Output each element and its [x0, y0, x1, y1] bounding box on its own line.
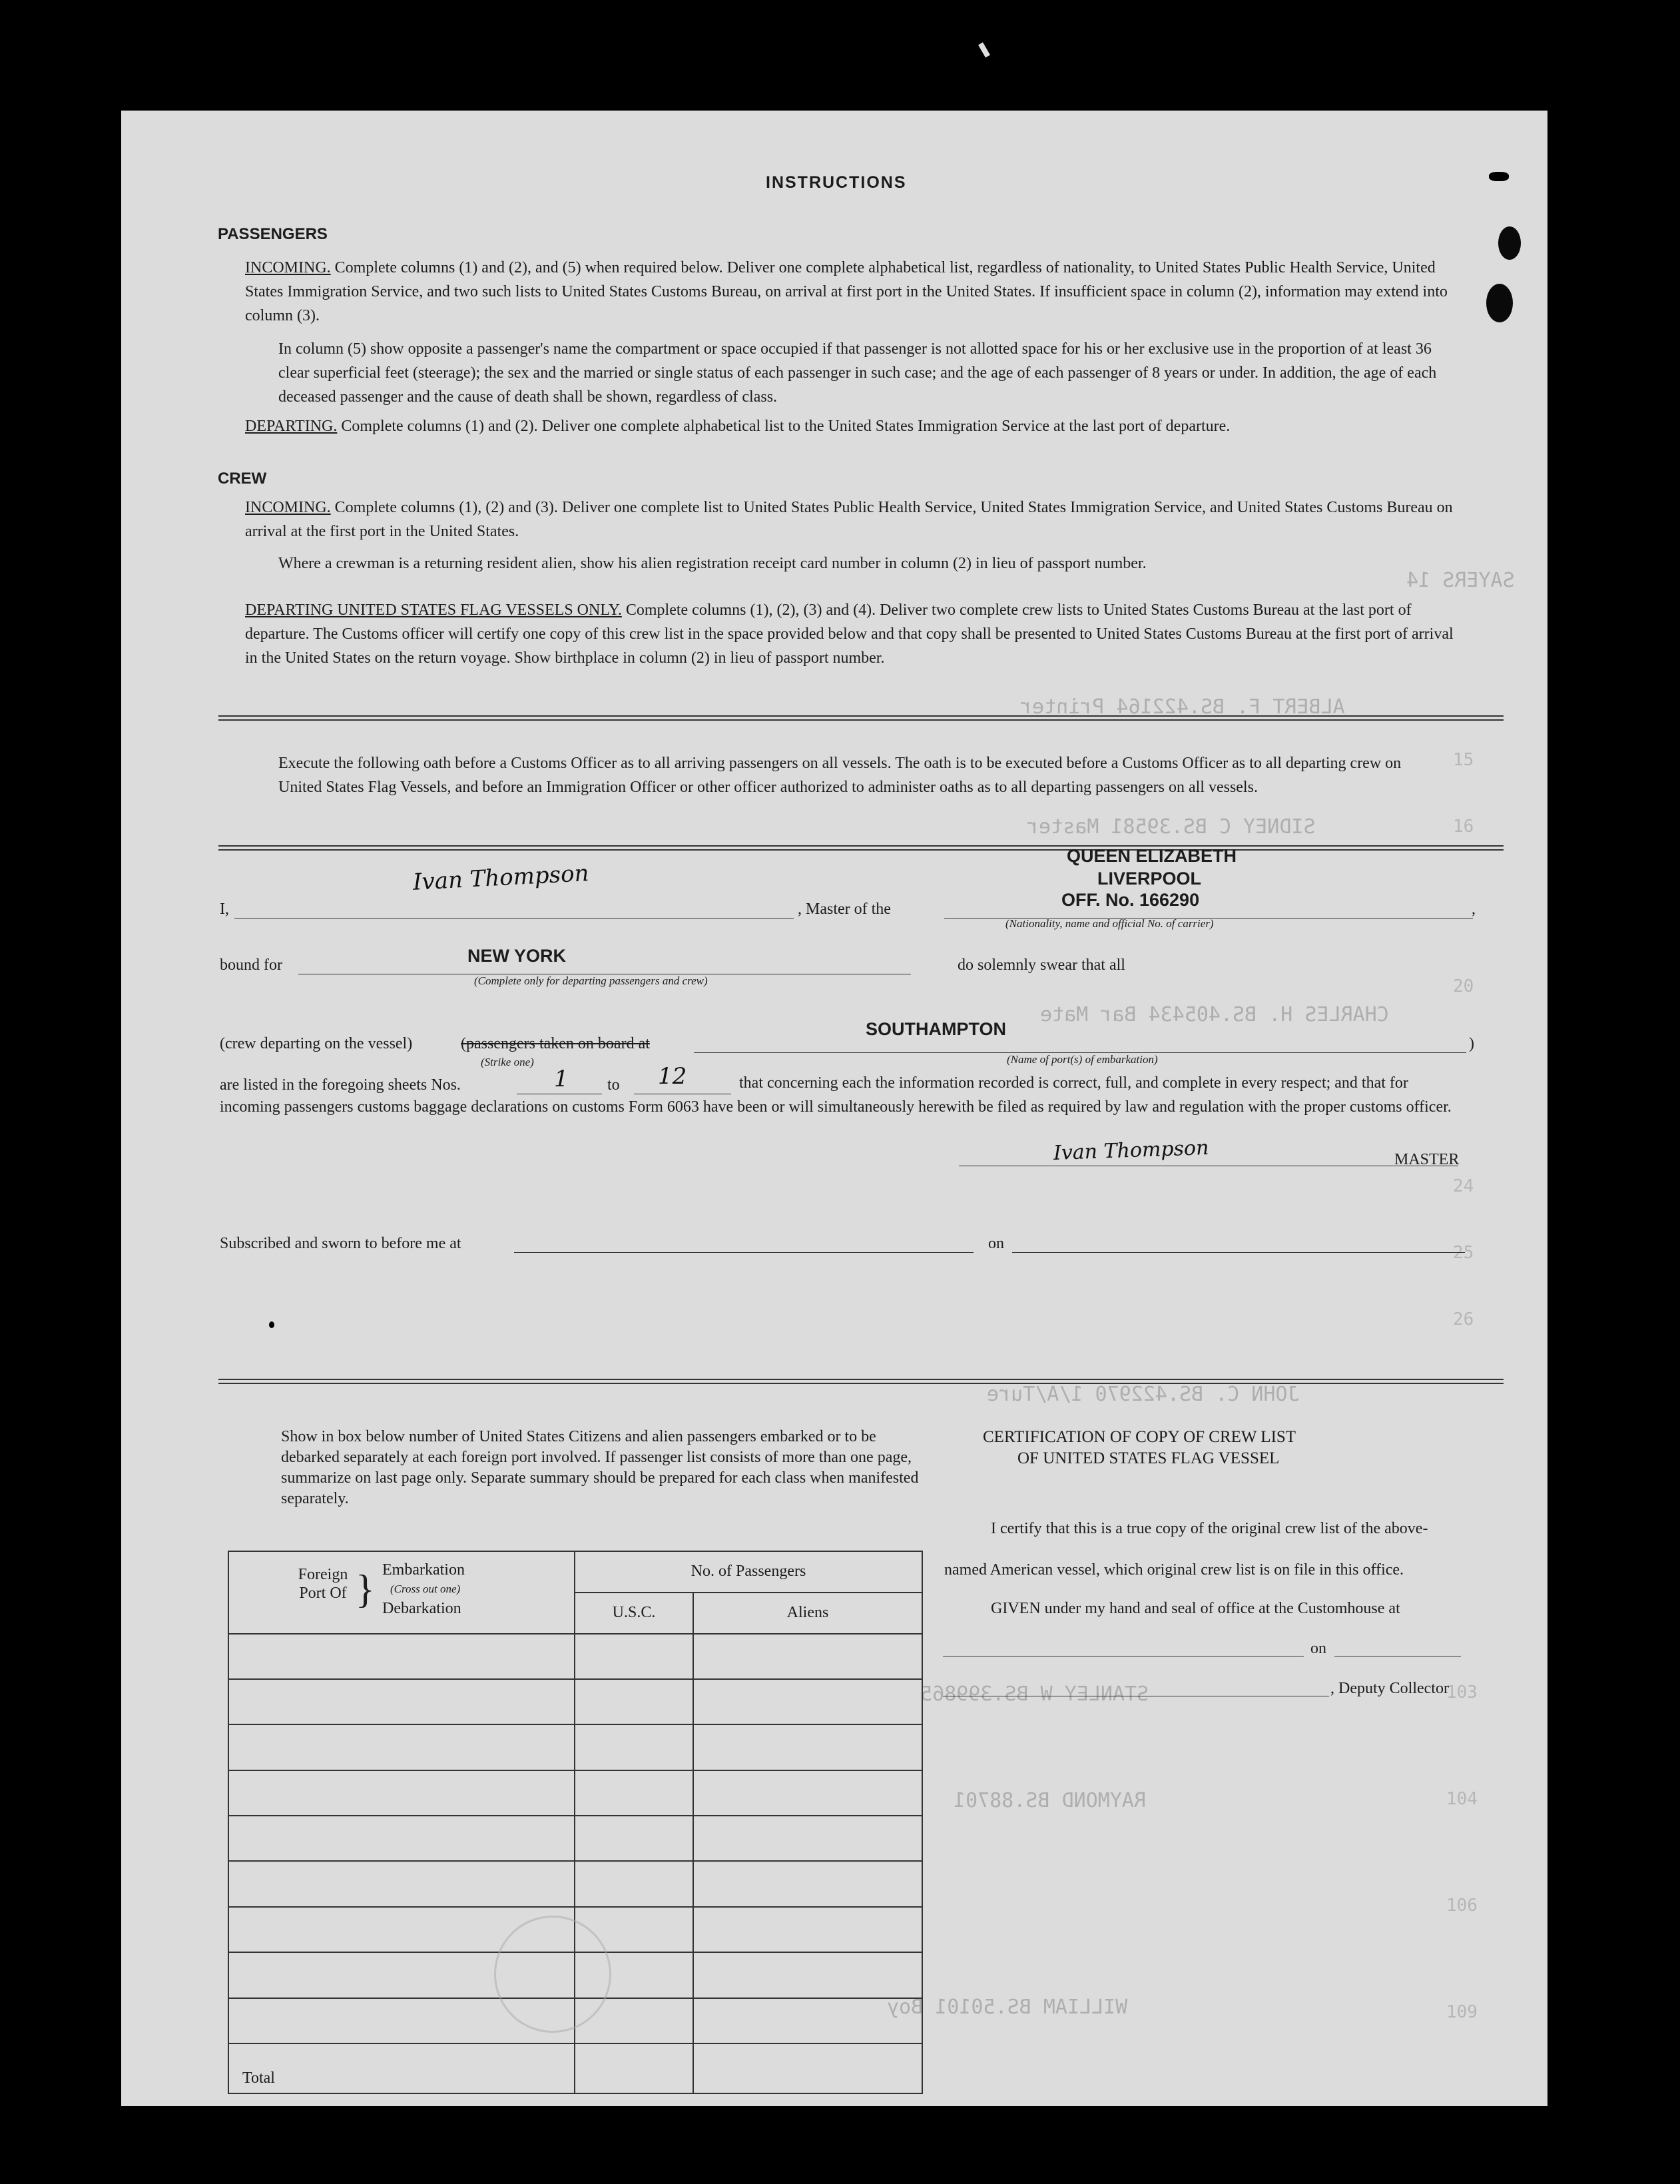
bleed-through-text: 104	[1446, 1789, 1478, 1809]
table-row-aliens[interactable]	[693, 1770, 922, 1816]
embark-port-value: SOUTHAMPTON	[866, 1019, 1007, 1039]
table-row-aliens[interactable]	[693, 1952, 922, 1998]
crew-departing-text: Complete columns (1), (2), (3) and (4). Deliver two complete crew lists to United States Customs Bureau at the last port of departure. The Customs officer will certify one copy of this crew list in the space provided below and that copy shall be presented to United States Customs Bureau at the first port of arrival in the United States on the return voyage. Show birthplace in column (2) in lieu of passport number.	[245, 601, 1454, 667]
vessel-caption: (Nationality, name and official No. of carrier)	[1005, 917, 1214, 930]
sheets-to-value: 12	[658, 1063, 687, 1090]
embark-port-caption: (Name of port(s) of embarkation)	[1007, 1053, 1158, 1066]
sheets-to-label: to	[607, 1076, 620, 1094]
table-row-usc[interactable]	[575, 1724, 693, 1770]
certify-paragraph: I certify that this is a true copy of the original crew list of the above-named American vessel, which original crew list is on file in this office.	[944, 1520, 1428, 1579]
certification-title-line1: CERTIFICATION OF COPY OF CREW LIST	[983, 1428, 1296, 1446]
total-aliens[interactable]	[693, 2043, 922, 2093]
crew-alien-paragraph: Where a crewman is a returning resident alien, show his alien registration receipt card number in column (2) in lieu of passport number.	[278, 555, 1147, 572]
table-row-usc[interactable]	[575, 1816, 693, 1861]
crew-departing-label: (crew departing on the vessel)	[220, 1035, 413, 1052]
ink-blot	[1486, 284, 1513, 322]
bleed-through-text: 103	[1446, 1682, 1478, 1702]
strike-caption: (Strike one)	[481, 1056, 534, 1068]
vessel-official-number: OFF. No. 166290	[1061, 890, 1200, 910]
total-usc[interactable]	[575, 2043, 693, 2093]
deputy-collector-label: , Deputy Collector	[1330, 1680, 1449, 1697]
subscribed-label: Subscribed and sworn to before me at	[220, 1235, 461, 1252]
bleed-through-text: SIDNEY C BS.39581 Master	[1027, 815, 1316, 839]
crew-departing-label: DEPARTING UNITED STATES FLAG VESSELS ONLY.	[245, 601, 622, 619]
vessel-port: LIVERPOOL	[1097, 869, 1202, 889]
bleed-through-text: 15	[1453, 750, 1474, 770]
declaration-paragraph: that concerning each the information recorded is correct, full, and complete in every respect; and that for incoming passengers customs baggage declarations on customs Form 6063 have been or will simultaneously herewith be filed as required by law and regulation with the proper customs officer.	[220, 1074, 1452, 1116]
crew-incoming-paragraph	[245, 496, 1457, 544]
passengers-incoming-text: Complete columns (1) and (2), and (5) when required below. Deliver one complete alphabetical list, regardless of nationality, to United States Public Health Service, United States Immigration Service, and two such lists to United States Customs Bureau, on arrival at first port in the United States. If insufficient space in column (2), information may extend into column (3).	[245, 259, 1448, 324]
table-row-port[interactable]	[228, 1770, 575, 1816]
bound-for-caption: (Complete only for departing passengers and crew)	[474, 974, 708, 987]
total-label: Total	[228, 2043, 575, 2093]
crew-departing-paragraph	[245, 598, 1457, 670]
table-row-usc[interactable]	[575, 1679, 693, 1724]
brace-glyph: }	[356, 1567, 375, 1611]
no-of-passengers-label: No. of Passengers	[575, 1551, 922, 1593]
bleed-through-text: WILLIAM BS.50101 Boy	[887, 1996, 1128, 2019]
bleed-through-text: ALBERT F. BS.422164 Printer	[1020, 695, 1345, 719]
passengers-departing-text: Complete columns (1) and (2). Deliver one complete alphabetical list to the United States Immigration Service at the last port of departure.	[341, 418, 1231, 435]
passengers-departing-paragraph	[245, 414, 1457, 438]
given-text: GIVEN under my hand and seal of office at the Customhouse at	[991, 1600, 1400, 1617]
passengers-incoming-label: INCOMING.	[245, 259, 331, 276]
table-row-aliens[interactable]	[693, 1634, 922, 1679]
summary-instruction: Show in box below number of United States Citizens and alien passengers embarked or to be debarked separately at each foreign port involved. If passenger list consists of more than one page, summarize on last page only. Separate summary should be prepared for each class when manifested separately.	[281, 1428, 919, 1507]
table-row-usc[interactable]	[575, 1861, 693, 1906]
bleed-through-text: 24	[1453, 1176, 1474, 1196]
document-page	[121, 111, 1547, 2106]
master-signature-2: Ivan Thompson	[1053, 1136, 1209, 1166]
bleed-through-text: JOHN C. BS.422970 1/A/Ture	[987, 1383, 1300, 1406]
foreign-port-of-label: Foreign Port Of	[298, 1565, 348, 1602]
table-row-port[interactable]	[228, 1634, 575, 1679]
bleed-through-text: 25	[1453, 1243, 1474, 1263]
section-divider	[218, 1379, 1504, 1380]
passengers-column5-paragraph: In column (5) show opposite a passenger's name the compartment or space occupied if that passenger is not allotted space for his or her exclusive use in the proportion of at least 36 clear superficial feet (steerage); the sex and the married or single status of each passenger in such case; and the age of each passenger of 8 years or under. In addition, the age of each deceased passenger and the cause of death shall be shown, regardless of class.	[278, 340, 1437, 406]
bleed-through-text: 26	[1453, 1309, 1474, 1329]
table-row-usc[interactable]	[575, 1634, 693, 1679]
subscribed-on-label: on	[988, 1235, 1004, 1252]
bleed-through-text: RAYMOND BS.88701	[954, 1789, 1146, 1812]
table-row-aliens[interactable]	[693, 1998, 922, 2043]
bleed-through-text: 106	[1446, 1896, 1478, 1916]
passengers-struck-label: (passengers taken on board at	[461, 1035, 650, 1052]
ink-blot	[1498, 226, 1521, 260]
crew-incoming-text: Complete columns (1), (2) and (3). Deliver one complete list to United States Public Health Service, United States Immigration Service, and United States Customs Bureau on arrival at the first port in the United States.	[245, 499, 1453, 540]
crew-heading: CREW	[218, 470, 267, 488]
master-signature: Ivan Thompson	[412, 860, 590, 896]
passengers-incoming-paragraph	[245, 256, 1457, 328]
passengers-departing-label: DEPARTING.	[245, 418, 338, 435]
aliens-label: Aliens	[693, 1593, 922, 1634]
table-row-port[interactable]	[228, 1724, 575, 1770]
section-divider	[218, 715, 1504, 717]
subscribed-place-line	[514, 1252, 974, 1253]
vessel-line-end: ,	[1472, 901, 1476, 918]
section-divider	[218, 849, 1504, 851]
table-row-aliens[interactable]	[693, 1679, 922, 1724]
certification-on-label: on	[1310, 1640, 1326, 1657]
passengers-heading: PASSENGERS	[218, 225, 328, 243]
table-row-port[interactable]	[228, 1679, 575, 1724]
table-row-usc[interactable]	[575, 1770, 693, 1816]
bleed-through-text: 109	[1446, 2002, 1478, 2022]
table-header-port	[228, 1551, 575, 1634]
scratch-mark	[978, 42, 990, 57]
section-divider	[218, 845, 1504, 847]
debarkation-label: Debarkation	[382, 1599, 461, 1617]
table-row-aliens[interactable]	[693, 1816, 922, 1861]
oath-i-label: I,	[220, 901, 229, 918]
faint-seal-stamp	[494, 1916, 611, 2033]
table-row-aliens[interactable]	[693, 1861, 922, 1906]
vessel-name: QUEEN ELIZABETH	[1067, 846, 1237, 866]
embark-port-line-end: )	[1469, 1035, 1474, 1052]
bound-for-label: bound for	[220, 956, 282, 974]
cross-out-label: (Cross out one)	[390, 1582, 461, 1595]
usc-label: U.S.C.	[575, 1593, 693, 1634]
bleed-through-text: 20	[1453, 976, 1474, 996]
bleed-through-text: 16	[1453, 817, 1474, 837]
certification-title-line2: OF UNITED STATES FLAG VESSEL	[1017, 1449, 1280, 1467]
section-divider	[218, 1383, 1504, 1384]
table-row-port[interactable]	[228, 1816, 575, 1861]
master-label: MASTER	[1394, 1151, 1460, 1168]
bleed-through-text: STANLEY W BS.399865	[920, 1682, 1149, 1706]
sheets-from-value: 1	[554, 1066, 569, 1092]
sheets-label: are listed in the foregoing sheets Nos.	[220, 1076, 461, 1094]
crew-incoming-label: INCOMING.	[245, 499, 331, 516]
bleed-through-text: SAYERS 14	[1406, 569, 1515, 592]
bound-for-value: NEW YORK	[467, 946, 567, 966]
table-row-aliens[interactable]	[693, 1907, 922, 1952]
bleed-through-text: CHARLES H. BS.405434 Bar Mate	[1040, 1003, 1389, 1026]
master-of-label: , Master of the	[798, 901, 891, 918]
instructions-heading: INSTRUCTIONS	[766, 173, 907, 192]
ink-blot	[1489, 172, 1509, 181]
subscribed-date-line	[1012, 1252, 1465, 1253]
embarkation-label: Embarkation	[382, 1561, 465, 1579]
table-row-port[interactable]	[228, 1861, 575, 1906]
table-row-aliens[interactable]	[693, 1724, 922, 1770]
section-divider	[218, 719, 1504, 721]
swear-text: do solemnly swear that all	[958, 956, 1125, 974]
oath-intro-paragraph: Execute the following oath before a Customs Officer as to all arriving passengers on all vessels. The oath is to be executed before a Customs Officer as to all departing crew on United States Flag Vessels, and before an Immigration Officer or other officer authorized to administer oaths as to all departing passengers on all vessels.	[278, 755, 1402, 796]
ink-speck	[269, 1321, 274, 1328]
